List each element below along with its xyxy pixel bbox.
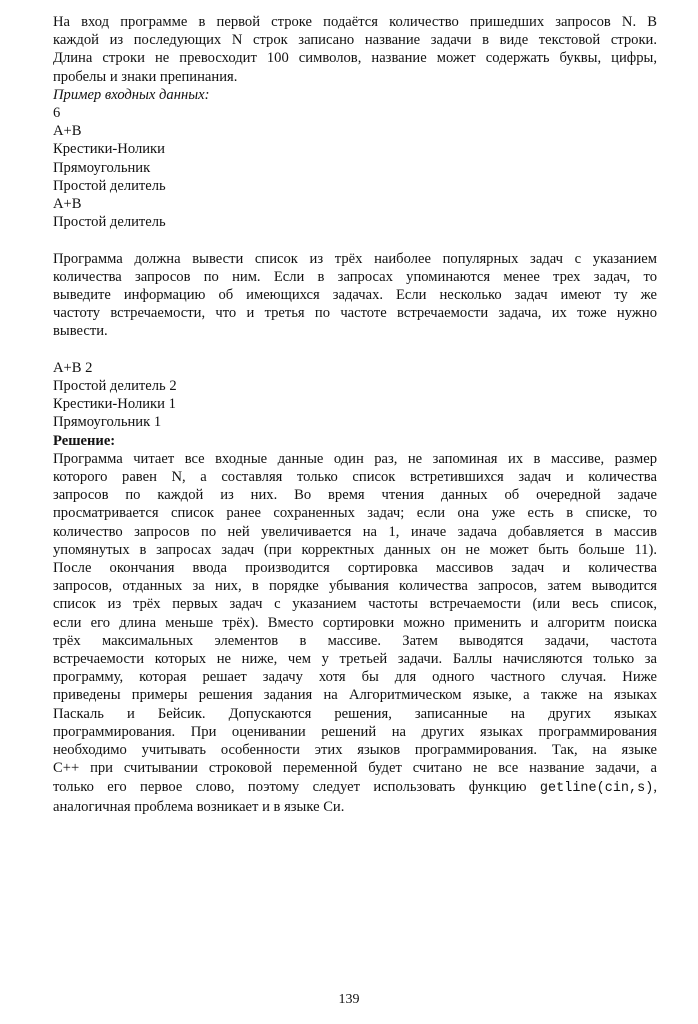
input-example	[53, 104, 657, 231]
text-line: количество запросов по ней увеличивается на 1, иначе задача добавляется в массив	[53, 523, 657, 540]
example-line: A+B 2	[53, 359, 93, 376]
input-description	[53, 13, 657, 86]
text-line: список из трёх первых задач с указанием частоты встречаемости (или весь список,	[53, 596, 657, 613]
example-line: Простой делитель	[53, 214, 166, 231]
example-line: Простой делитель	[53, 177, 166, 194]
input-example-label: Пример входных данных:	[53, 86, 210, 103]
example-line: Крестики-Нолики	[53, 141, 165, 158]
text-line	[53, 778, 657, 798]
text-line: На вход программе в первой строке подаётся количество пришедших запросов N. В	[53, 14, 657, 30]
text-line: необходимо учитывать особенности этих языков программирования. Так, на языке	[53, 742, 657, 759]
solution-heading: Решение:	[53, 432, 116, 449]
example-line: A+B	[53, 196, 82, 213]
text-segment: ,	[653, 778, 657, 795]
text-line: запросов по каждой из них. Во время чтения данных об очередной задаче	[53, 487, 657, 504]
output-example	[53, 359, 657, 432]
text-line: выведите информацию об имеющихся задачах. Если несколько задач имеют ту же	[53, 287, 657, 304]
text-line: приведены примеры решения задания на Алгоритмическом языке, а также на языках	[53, 687, 657, 704]
text-line: которого равен N, а составляя только список встретившихся задач и количества	[53, 469, 657, 486]
example-line: 6	[53, 105, 61, 122]
text-line: Паскаль и Бейсик. Допускаются решения, записанные на других языках	[53, 705, 657, 722]
text-line: просматривается список ранее сохраненных задач; если она уже есть в списке, то	[53, 505, 657, 522]
document-page	[53, 13, 657, 816]
example-line: A+B	[53, 123, 82, 140]
text-line: Программа читает все входные данные один раз, не запоминая их в массиве, размер	[53, 450, 657, 467]
text-line: если его длина меньше трёх). Вместо сортировки можно применить и алгоритм поиска	[53, 614, 657, 631]
example-line: Простой делитель 2	[53, 378, 177, 395]
output-description	[53, 250, 657, 341]
example-line: Прямоугольник	[53, 159, 151, 176]
text-line: вывести.	[53, 323, 108, 340]
text-line: пробелы и знаки препинания.	[53, 68, 238, 85]
text-line: количества запросов по ним. Если в запросах упоминаются менее трех задач, то	[53, 268, 657, 285]
text-line: упомянутых в запросах задач (при корректных данных он не может быть больше 11).	[53, 541, 657, 558]
example-line: Прямоугольник 1	[53, 414, 162, 431]
text-line: программу, которая решает задачу хотя бы для одного частного случая. Ниже	[53, 669, 657, 686]
text-line: программирования. При оценивании решений на других языках программирования	[53, 723, 657, 740]
text-line: трёх максимальных элементов в массиве. Затем выводятся задачи, частота	[53, 632, 657, 649]
page-number: 139	[338, 992, 360, 1007]
text-line: C++ при считывании строковой переменной будет считано не все название задачи, а	[53, 760, 657, 777]
text-line: каждой из последующих N строк записано название задачи в виде текстовой строки.	[53, 32, 657, 49]
text-line: аналогичная проблема возникает и в языке Си.	[53, 798, 345, 815]
code-getline: getline(cin,s)	[539, 780, 654, 796]
text-line: встречаемости которых не ниже, чем у третьей задачи. Баллы начисляются только за	[53, 651, 657, 668]
text-line: Длина строки не превосходит 100 символов, название может содержать буквы, цифры,	[53, 50, 657, 67]
text-line: После окончания ввода производится сортировка массивов задач и количества	[53, 560, 657, 577]
text-line: частоту встречаемости, что и третья по частоте встречаемости задача, их тоже нужно	[53, 305, 657, 322]
text-line: запросов, отданных за них, в порядке убывания количества запросов, затем выводится	[53, 578, 657, 595]
example-line: Крестики-Нолики 1	[53, 396, 176, 413]
text-line: Программа должна вывести список из трёх наиболее популярных задач с указанием	[53, 250, 657, 267]
solution-text	[53, 450, 657, 778]
text-segment: только его первое слово, поэтому следует использовать функцию	[53, 778, 540, 795]
